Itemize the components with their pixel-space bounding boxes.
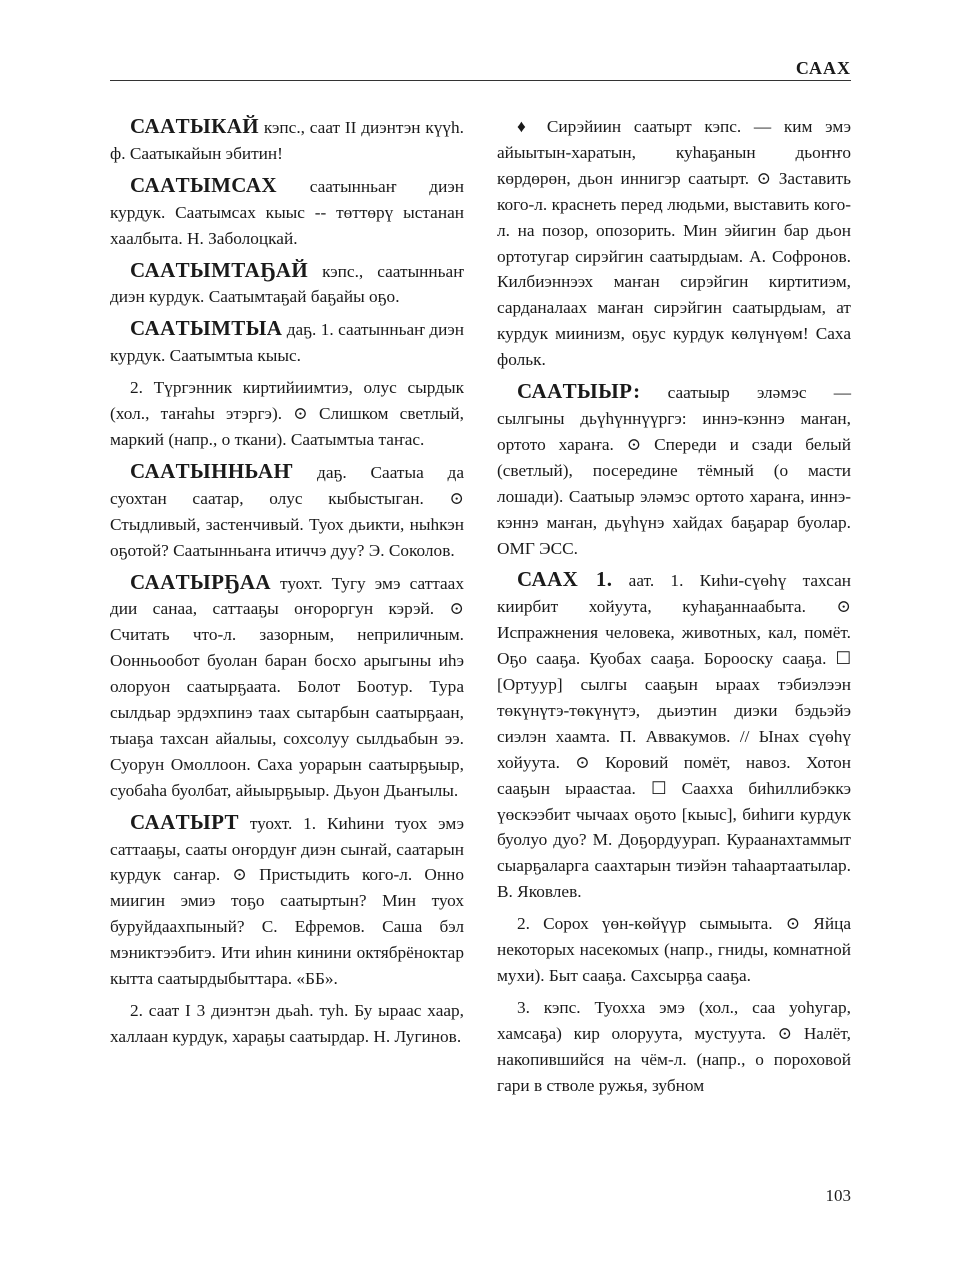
entry-text: кэпс., саат II диэнтэн күүһ. ф. Саатыкайын эбитин!: [110, 118, 464, 163]
headword: САAТЫРТ: [130, 809, 239, 834]
headword: САAТЫМСАХ: [130, 172, 277, 197]
entry-text: даҕ. Саатыа да суохтан саатар, олус кыбыстыган. ⊙ Стыдливый, застенчивый. Туох дьикти, ныһкэн оҕотой? Саатынньаҥа итиччэ дуу? Э. Соколов.: [110, 462, 464, 560]
header-rule: [110, 80, 851, 81]
entry-text: кэпс., саатынньаҥ диэн курдук. Саатымтаҕай баҕайы оҕо.: [110, 261, 464, 307]
headword: САAТЫКАЙ: [130, 114, 260, 138]
entry: [497, 379, 851, 561]
entry: [110, 258, 464, 311]
entry-text: 3. кэпс. Туохха эмэ (хол., саа уоһугар, хамсаҕа) кир олоруута, мустуута. ⊙ Налёт, накопившийся на чём-л. (напр., о пороховой гари в стволе ружья, зубном: [497, 997, 851, 1095]
left-column: [110, 114, 464, 1056]
entry: [110, 570, 464, 804]
right-column: [497, 114, 851, 1105]
entry-text: туохт. Тугу эмэ саттаах дии санаа, саттааҕы оҥороргун кэрэй. ⊙ Считать что-л. зазорным, неприличным. Оонньообот буолан баран босхо арыгыны иһэ олоруон саатырҕаата. Болот Боотур. Тура сылдьар эрдэхпинэ таах сытарбын саатырҕаан, тыаҕа тахсан айалыы, сохсолуу сылдьабын ээ. Суорун Омоллоон. Саха уорарын саатырҕыыр, суобаһа буолбат, айыырҕыыр. Дьуон Дьаҥылы.: [110, 573, 464, 800]
headword: САAТЫМТЫА: [130, 316, 283, 341]
entry: [110, 316, 464, 369]
headword: САAТЫЫР:: [517, 379, 641, 404]
entry-text: 2. саат I 3 диэнтэн дьаһ. туһ. Бу ыраас хаар, халлаан курдук, хараҕы саатырдар. Н. Лугинов.: [110, 1001, 464, 1046]
entry: [110, 173, 464, 252]
page-number: 103: [825, 1186, 851, 1205]
headword: САAТЫННЬАҤ: [130, 458, 294, 483]
entry-text: 2. Сорох үөн-көйүүр сымыыта. ⊙ Яйца некоторых насекомых (напр., гниды, комнатной мухи). Быт сааҕа. Сахсырҕа сааҕа.: [497, 914, 851, 985]
entry-idiom: [497, 114, 851, 373]
headword: САAТЫМТАҔАЙ: [130, 257, 309, 282]
headword: САAТЫРҔАА: [130, 569, 271, 594]
headword: САAХ 1.: [517, 567, 613, 592]
entry-sense: [497, 911, 851, 989]
entry-text: саатыыр эләмэс — сылгыны дьүһүннүүргэ: иннэ-кэннэ маҥан, ортото хараҥа. ⊙ Спереди и сзади белый (светлый), посередине тёмный (о масти лошади). Саатыыр эләмэс ортото хараҥа, иннэ-кэннэ маҥан, дьүһүнэ хайдах баҕарар буолар. ОМГ ЭСС.: [497, 383, 851, 558]
entry-sense: [110, 375, 464, 453]
entry-text: туохт. 1. Киһини туох эмэ саттааҕы, сааты оҥордуҥ диэн сыҥай, саатарын курдук саҥар. ⊙ Пристыдить кого-л. Онно миигин эмиэ тоҕо саатыртын? Мин туох буруйдаахпыный? С. Ефремов. Саша бэл мэниктээбитэ. Ити иһин кинини октябрёноктар кытта саатырдыбыттара. «ББ».: [110, 813, 464, 989]
entry-sense: [110, 998, 464, 1050]
entry: [110, 459, 464, 564]
running-head: САAХ: [795, 58, 851, 78]
entry-text: 2. Түргэнник киртийиимтиэ, олус сырдык (хол., таҥаһы этэргэ). ⊙ Слишком светлый, маркий (напр., о ткани). Саатымтыа таҥас.: [110, 378, 464, 449]
entry-text: саатынньаҥ диэн курдук. Саатымсах кыыс -- төттөрү ыстанан хаалбыта. Н. Заболоцкай.: [110, 176, 464, 248]
entry: [497, 567, 851, 905]
entry-text: ♦ Сирэйиин саатырт кэпс. — ким эмэ айыытын-харатын, куһаҕанын дьоҥҥо көрдөрөн, дьон иннигэр саатырт. ⊙ Заставить кого-л. краснеть перед людьми, выставить кого-л. на позор, опозорить. Мин эйигин бар дьон ортотугар сирэйгин саатырдыам. А. Софронов. Килбиэннээх маҥан сирэйгин киртитиэм, сарданалаах маҥан сирэйгин саатырдыам, ат курдук миинизм, оҕус курдук көлүнүөм! Саха фольк.: [497, 117, 851, 370]
entry: [110, 114, 464, 167]
entry-text: аат. 1. Киһи-сүөһү тахсан киирбит хойуута, куһаҕаннаабыта. ⊙ Испражнения человека, животных, кал, помёт. Оҕо сааҕа. Куобах сааҕа. Борооску сааҕа. ☐ [Ортуур] сылгы сааҕын ыраах тэбиэлээн төкүнүтэ-төкүнүтэ, дьиэтин диэки бэдьэйэ сиэлэн хаамта. П. Аввакумов. // Ынах сүөһү хойуута. ⊙ Коровий помёт, навоз. Хотон сааҕын ыраастаа. ☐ Саахха биһиллибэккэ үөскээбит чычаах оҕото [кыыс], биһиги курдук буолуо дуо? М. Доҕордуурап. Кураанахтаммыт сыарҕаларга саахтарын тиэйэн таһаартаатылар. В. Яковлев.: [497, 571, 851, 902]
entry-text: даҕ. 1. саатынньаҥ диэн курдук. Саатымтыа кыыс.: [110, 320, 464, 366]
entry: [110, 810, 464, 992]
entry-sense: [497, 995, 851, 1099]
